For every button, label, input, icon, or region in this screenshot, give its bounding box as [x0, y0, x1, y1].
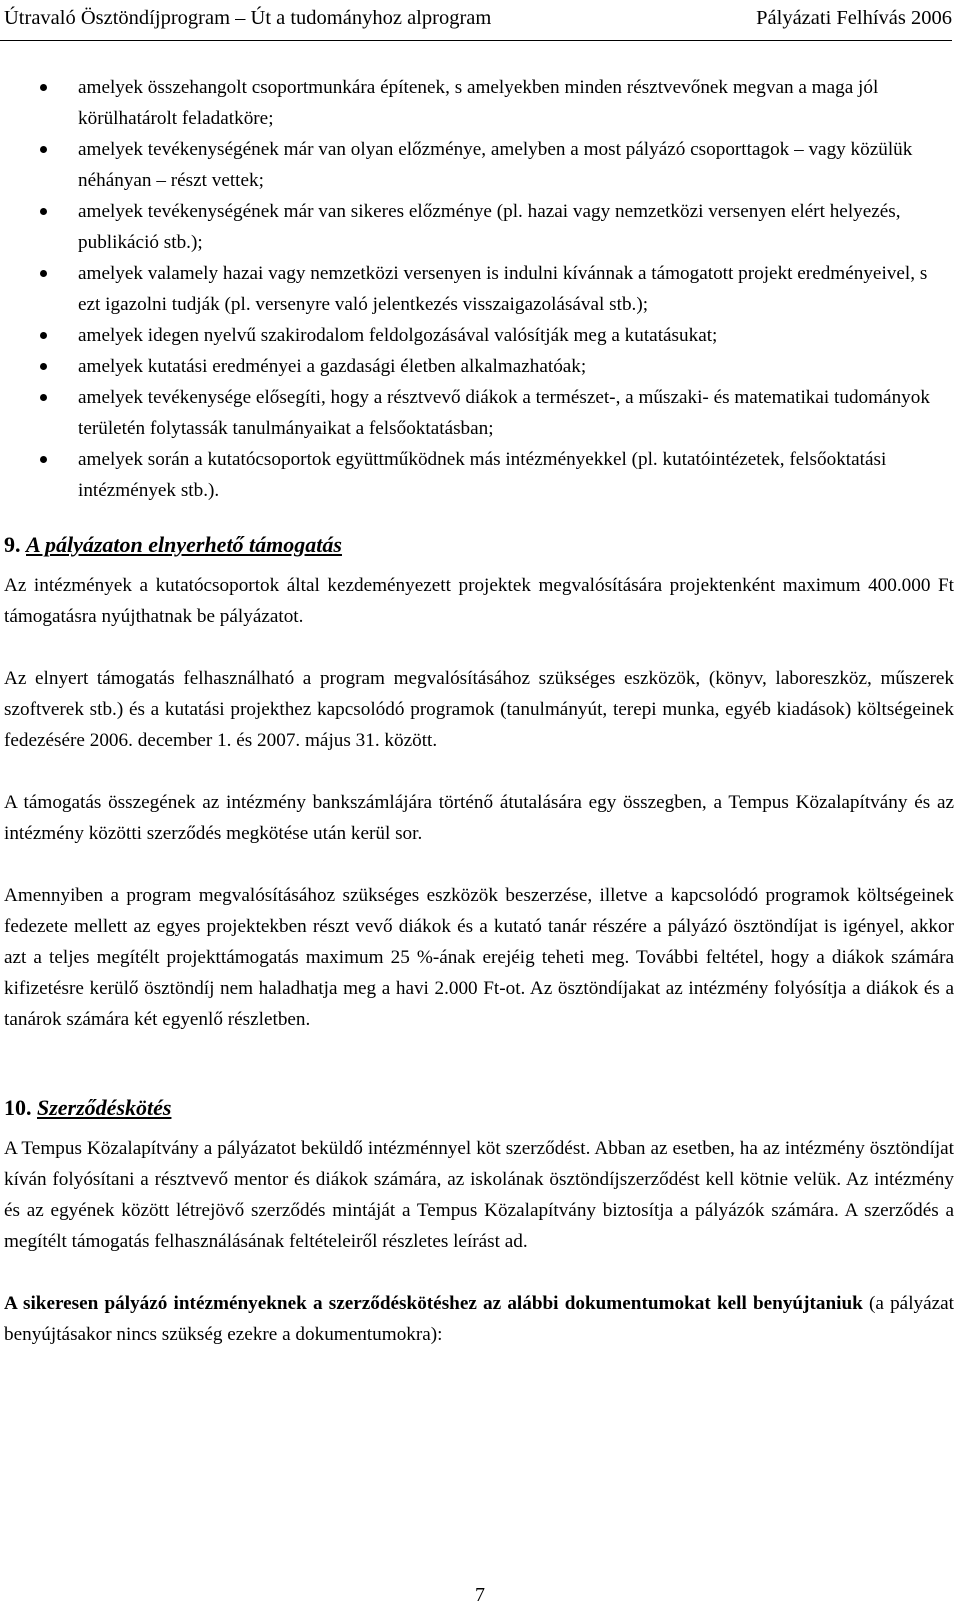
bullet-icon	[40, 270, 47, 277]
bullet-icon	[40, 146, 47, 153]
bullet-icon	[40, 332, 47, 339]
required-documents-paragraph	[4, 1288, 954, 1350]
list-item	[4, 382, 954, 444]
bullet-icon	[40, 363, 47, 370]
list-item-text: amelyek idegen nyelvű szakirodalom feldolgozásával valósítják meg a kutatásukat;	[78, 325, 718, 346]
required-documents-bold: A sikeresen pályázó intézményeknek a szerződéskötéshez az alábbi dokumentumokat kell benyújtaniuk	[4, 1293, 863, 1314]
list-item-text: amelyek tevékenysége elősegíti, hogy a résztvevő diákok a természet-, a műszaki- és matematikai tudományok területén folytassák tanulmányaikat a felsőoktatásban;	[78, 387, 930, 439]
list-item-text: amelyek során a kutatócsoportok együttműködnek más intézményekkel (pl. kutatóintézetek, felsőoktatási intézmények stb.).	[78, 449, 887, 501]
bullet-icon	[40, 208, 47, 215]
main-content	[4, 72, 954, 1350]
list-item-text: amelyek tevékenységének már van olyan előzménye, amelyben a most pályázó csoporttagok – vagy közülük néhányan – részt vettek;	[78, 139, 913, 191]
bullet-icon	[40, 394, 47, 401]
section-10-heading	[4, 1091, 954, 1125]
list-item	[4, 196, 954, 258]
header-program-title: Útravaló Ösztöndíjprogram – Út a tudományhoz alprogram	[4, 7, 492, 29]
section-9-paragraph-4: Amennyiben a program megvalósításához szükséges eszközök beszerzése, illetve a kapcsolódó programok költségeinek fedezete mellett az egyes projektekben részt vevő diákok és a kutató tanár részére a pályázó ösztöndíjat is igényel, akkor azt a teljes megítélt projekttámogatás maximum 25 %-ának erejéig teheti meg. További feltétel, hogy a diákok számára kifizetésre kerülő ösztöndíj nem haladhatja meg a havi 2.000 Ft-ot. Az ösztöndíjakat az intézmény folyósítja a diákok és a tanárok számára két egyenlő részletben.	[4, 885, 954, 1030]
list-item-text: amelyek összehangolt csoportmunkára építenek, s amelyekben minden résztvevőnek megvan a maga jól körülhatárolt feladatköre;	[78, 77, 879, 129]
section-9-title: A pályázaton elnyerhető támogatás	[26, 532, 342, 557]
criteria-bullet-list	[4, 72, 954, 506]
section-9-number: 9.	[4, 532, 21, 557]
bullet-icon	[40, 456, 47, 463]
page-header	[0, 0, 952, 41]
list-item	[4, 351, 954, 382]
header-call-title: Pályázati Felhívás 2006	[756, 7, 952, 29]
list-item	[4, 320, 954, 351]
list-item	[4, 134, 954, 196]
section-10-title: Szerződéskötés	[37, 1095, 172, 1120]
list-item-text: amelyek kutatási eredményei a gazdasági életben alkalmazhatóak;	[78, 356, 587, 377]
section-10-number: 10.	[4, 1095, 32, 1120]
list-item	[4, 444, 954, 506]
section-9-heading	[4, 528, 954, 562]
list-item-text: amelyek tevékenységének már van sikeres előzménye (pl. hazai vagy nemzetközi versenyen elért helyezés, publikáció stb.);	[78, 201, 901, 253]
list-item	[4, 72, 954, 134]
required-documents-note: (a pályázat benyújtásakor nincs szükség ezekre a dokumentumokra):	[4, 1293, 955, 1345]
section-9-paragraph-2: Az elnyert támogatás felhasználható a program megvalósításához szükséges eszközök, (könyv, laboreszköz, műszerek szoftverek stb.) és a kutatási projekthez kapcsolódó programok (tanulmányút, terepi munka, egyéb kiadások) költségeinek fedezésére 2006. december 1. és 2007. május 31. között.	[4, 668, 954, 751]
bullet-icon	[40, 84, 47, 91]
list-item	[4, 258, 954, 320]
section-9-paragraph-3: A támogatás összegének az intézmény bankszámlájára történő átutalására egy összegben, a Tempus Közalapítvány és az intézmény közötti szerződés megkötése után kerül sor.	[4, 792, 954, 844]
section-9-paragraph-1: Az intézmények a kutatócsoportok által kezdeményezett projektek megvalósítására projektenként maximum 400.000 Ft támogatásra nyújthatnak be pályázatot.	[4, 575, 954, 627]
list-item-text: amelyek valamely hazai vagy nemzetközi versenyen is indulni kívánnak a támogatott projekt eredményeivel, s ezt igazolni tudják (pl. versenyre való jelentkezés visszaigazolásával stb.);	[78, 263, 928, 315]
page-number: 7	[475, 1584, 485, 1606]
section-10-paragraph: A Tempus Közalapítvány a pályázatot beküldő intézménnyel köt szerződést. Abban az esetben, ha az intézmény ösztöndíjat kíván folyósítani a résztvevő mentor és diákok számára, az iskolának ösztöndíjszerződést kell kötnie velük. Az intézmény és az egyének között létrejövő szerződés mintáját a Tempus Közalapítvány biztosítja a pályázók számára. A szerződés a megítélt támogatás felhasználásának feltételeiről részletes leírást ad.	[4, 1138, 954, 1252]
